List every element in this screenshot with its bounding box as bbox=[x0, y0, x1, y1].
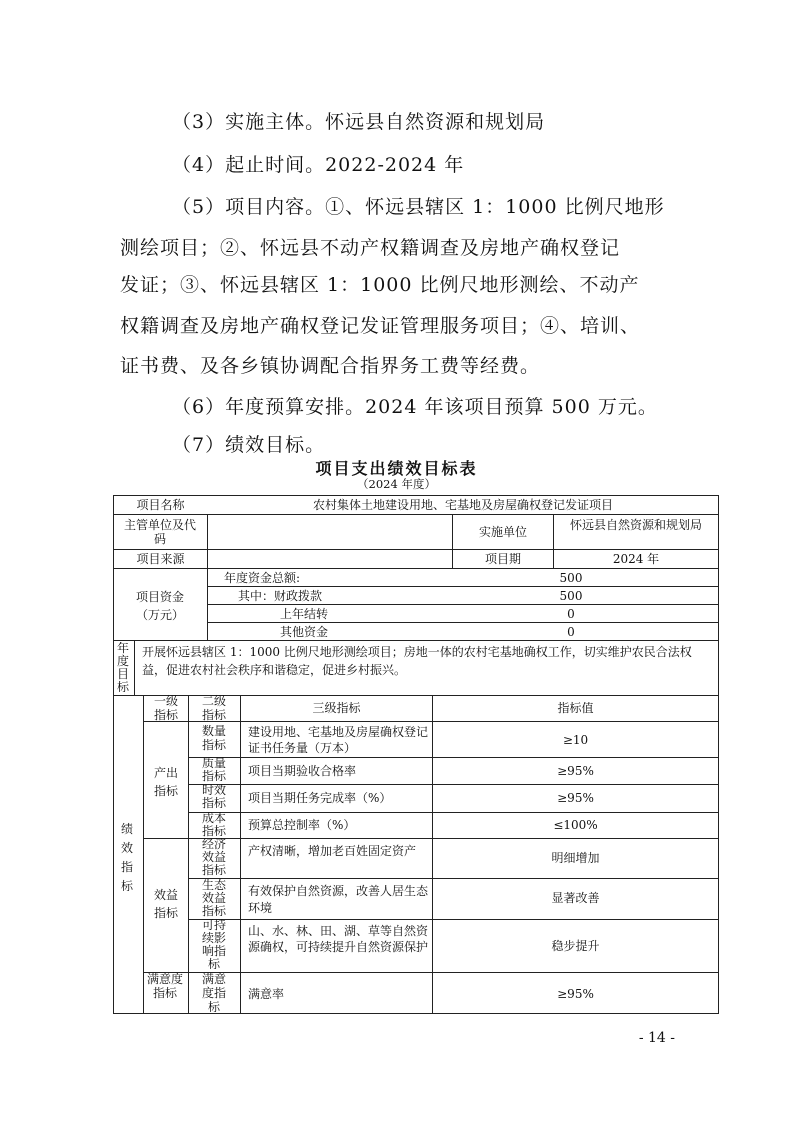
paragraph-5-line5: 证书费、及各乡镇协调配合指界务工费等经费。 bbox=[120, 355, 541, 377]
page-number: - 14 - bbox=[638, 1030, 675, 1046]
header-level2: 二级指标 bbox=[201, 694, 226, 722]
row-l2: 可持续影响指标 bbox=[201, 919, 226, 971]
paragraph-5-line2: 测绘项目；②、怀远县不动产权籍调查及房地产确权登记 bbox=[120, 237, 621, 259]
row-value: ≥10 bbox=[562, 733, 589, 747]
value-other: 0 bbox=[567, 625, 575, 639]
row-l2: 经济效益指标 bbox=[201, 838, 226, 877]
row-l2: 数量指标 bbox=[201, 724, 226, 752]
row-value: ≥95% bbox=[557, 987, 594, 1001]
row-l2: 质量指标 bbox=[201, 757, 226, 783]
label-annual-goal: 年度目标 bbox=[116, 642, 129, 694]
value-period: 2024 年 bbox=[612, 552, 660, 566]
header-level1: 一级指标 bbox=[153, 694, 178, 722]
row-l3: 项目当期验收合格率 bbox=[248, 764, 357, 778]
paragraph-6: （6）年度预算安排。2024 年该项目预算 500 万元。 bbox=[172, 396, 658, 418]
group-satisfaction: 满意度指标 bbox=[146, 972, 183, 1000]
label-period: 项目期 bbox=[484, 552, 521, 566]
label-project-name: 项目名称 bbox=[136, 498, 185, 512]
row-l3: 山、水、林、田、湖、草等自然资源确权，可持续提升自然资源保护 bbox=[248, 924, 428, 954]
label-other: 其他资金 bbox=[280, 625, 329, 639]
row-l3: 预算总控制率（%） bbox=[248, 818, 356, 832]
label-annual-total: 年度资金总额: bbox=[224, 571, 301, 585]
label-fiscal: 其中：财政拨款 bbox=[238, 589, 323, 603]
table-subtitle: （2024 年度） bbox=[357, 477, 436, 491]
row-value: 明细增加 bbox=[551, 851, 600, 865]
row-value: ≥95% bbox=[557, 791, 594, 805]
value-fiscal: 500 bbox=[559, 589, 583, 603]
row-value: ≤100% bbox=[553, 818, 598, 832]
value-impl-unit: 怀远县自然资源和规划局 bbox=[569, 518, 702, 532]
label-funds: 项目资金（万元） bbox=[135, 590, 184, 622]
paragraph-3: （3）实施主体。怀远县自然资源和规划局 bbox=[172, 111, 546, 133]
table-title: 项目支出绩效目标表 bbox=[315, 459, 478, 478]
label-carryover: 上年结转 bbox=[280, 607, 329, 621]
row-l3: 项目当期任务完成率（%） bbox=[248, 791, 392, 805]
row-value: 稳步提升 bbox=[551, 939, 600, 953]
row-l3: 建设用地、宅基地及房屋确权登记证书任务量（万本） bbox=[248, 725, 428, 755]
value-annual-goal: 开展怀远县辖区 1：1000 比例尺地形测绘项目；房地一体的农村宅基地确权工作，切实维护农民合法权益，促进农村社会秩序和谐稳定，促进乡村振兴。 bbox=[142, 645, 692, 677]
group-output: 产出指标 bbox=[153, 766, 178, 798]
label-impl-unit: 实施单位 bbox=[478, 525, 527, 539]
header-level3: 三级指标 bbox=[312, 701, 361, 715]
value-carryover: 0 bbox=[567, 607, 575, 621]
label-source: 项目来源 bbox=[136, 552, 185, 566]
paragraph-5-line4: 权籍调查及房地产确权登记发证管理服务项目；④、培训、 bbox=[120, 315, 641, 337]
row-l3: 有效保护自然资源，改善人居生态环境 bbox=[248, 884, 428, 915]
paragraph-7: （7）绩效目标。 bbox=[172, 434, 326, 456]
row-value: 显著改善 bbox=[551, 891, 600, 905]
row-l2: 生态效益指标 bbox=[201, 879, 226, 918]
row-l2: 时效指标 bbox=[201, 784, 226, 810]
paragraph-4: （4）起止时间。2022-2024 年 bbox=[172, 154, 465, 176]
value-annual-total: 500 bbox=[559, 571, 583, 585]
label-dept: 主管单位及代码 bbox=[124, 518, 196, 546]
row-l3: 满意率 bbox=[248, 987, 285, 1001]
label-perf-indicator: 绩效指标 bbox=[120, 822, 133, 893]
group-benefit: 效益指标 bbox=[153, 888, 178, 920]
paragraph-5-line1: （5）项目内容。①、怀远县辖区 1：1000 比例尺地形 bbox=[172, 196, 665, 218]
row-l3: 产权清晰，增加老百姓固定资产 bbox=[248, 844, 417, 858]
row-l2: 满意度指标 bbox=[201, 972, 226, 1014]
paragraph-5-line3: 发证；③、怀远县辖区 1：1000 比例尺地形测绘、不动产 bbox=[120, 274, 640, 296]
header-value: 指标值 bbox=[557, 701, 594, 715]
value-project-name: 农村集体土地建设用地、宅基地及房屋确权登记发证项目 bbox=[312, 498, 613, 512]
row-value: ≥95% bbox=[557, 764, 594, 778]
row-l2: 成本指标 bbox=[201, 812, 226, 838]
